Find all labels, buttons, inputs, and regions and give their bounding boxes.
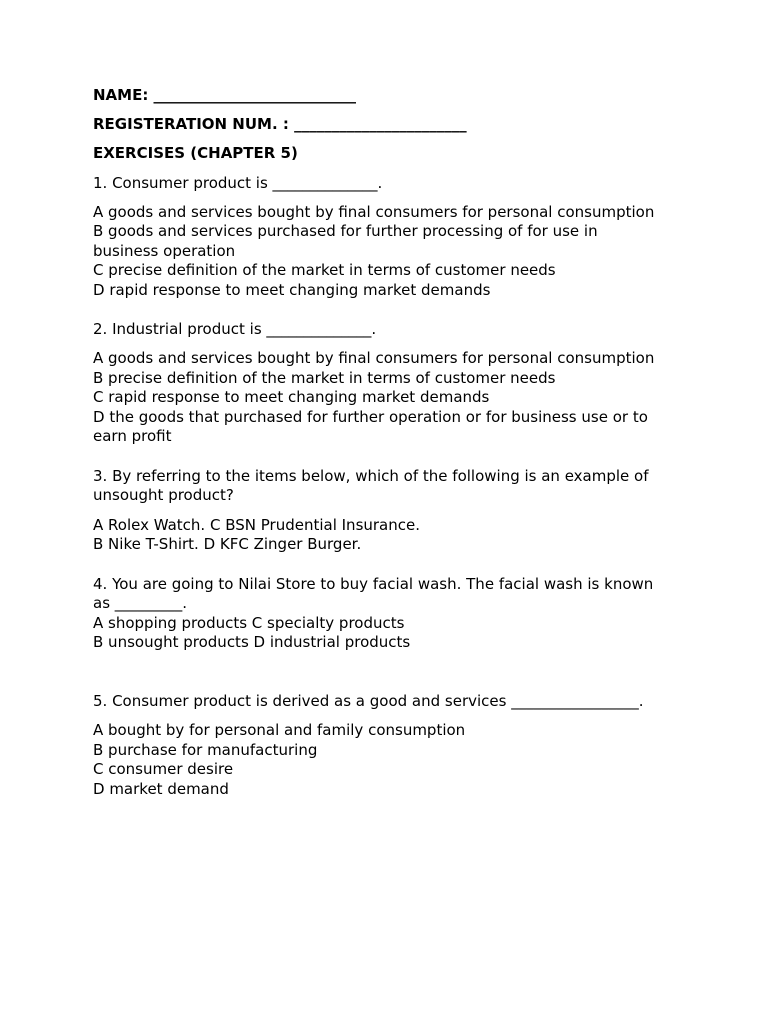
- q3-options-row-1: A Rolex Watch. C BSN Prudential Insurance.: [93, 516, 420, 534]
- q5-option-b: B purchase for manufacturing: [93, 741, 318, 759]
- q1-question: 1. Consumer product is ______________.: [93, 174, 383, 192]
- q3-question-continued: unsought product?: [93, 486, 234, 504]
- q1-option-a: A goods and services bought by final consumers for personal consumption: [93, 203, 655, 221]
- q3-question: 3. By referring to the items below, which of the following is an example of: [93, 467, 649, 485]
- q2-option-c: C rapid response to meet changing market demands: [93, 388, 490, 406]
- q4-question: 4. You are going to Nilai Store to buy facial wash. The facial wash is known: [93, 575, 654, 593]
- q4-options-row-1: A shopping products C specialty products: [93, 614, 405, 632]
- q2-option-a: A goods and services bought by final consumers for personal consumption: [93, 349, 655, 367]
- q4-question-continued: as _________.: [93, 594, 188, 612]
- q5-option-c: C consumer desire: [93, 760, 234, 778]
- name-field-line: NAME: ___________________________: [93, 86, 357, 104]
- q5-option-d: D market demand: [93, 780, 229, 798]
- q2-option-d-continued: earn profit: [93, 427, 172, 445]
- q5-option-a: A bought by for personal and family consumption: [93, 721, 466, 739]
- q1-option-b: B goods and services purchased for further processing of for use in: [93, 222, 598, 240]
- q1-option-d: D rapid response to meet changing market demands: [93, 281, 491, 299]
- q5-question: 5. Consumer product is derived as a good and services _________________.: [93, 692, 644, 710]
- q1-option-b-continued: business operation: [93, 242, 236, 260]
- exercise-title: EXERCISES (CHAPTER 5): [93, 144, 298, 162]
- q4-options-row-2: B unsought products D industrial products: [93, 633, 411, 651]
- q3-options-row-2: B Nike T-Shirt. D KFC Zinger Burger.: [93, 535, 362, 553]
- q2-option-d: D the goods that purchased for further operation or for business use or to: [93, 408, 648, 426]
- q2-option-b: B precise definition of the market in terms of customer needs: [93, 369, 556, 387]
- registration-field-line: REGISTERATION NUM. : _______________________: [93, 115, 467, 133]
- q1-option-c: C precise definition of the market in terms of customer needs: [93, 261, 556, 279]
- q2-question: 2. Industrial product is ______________.: [93, 320, 377, 338]
